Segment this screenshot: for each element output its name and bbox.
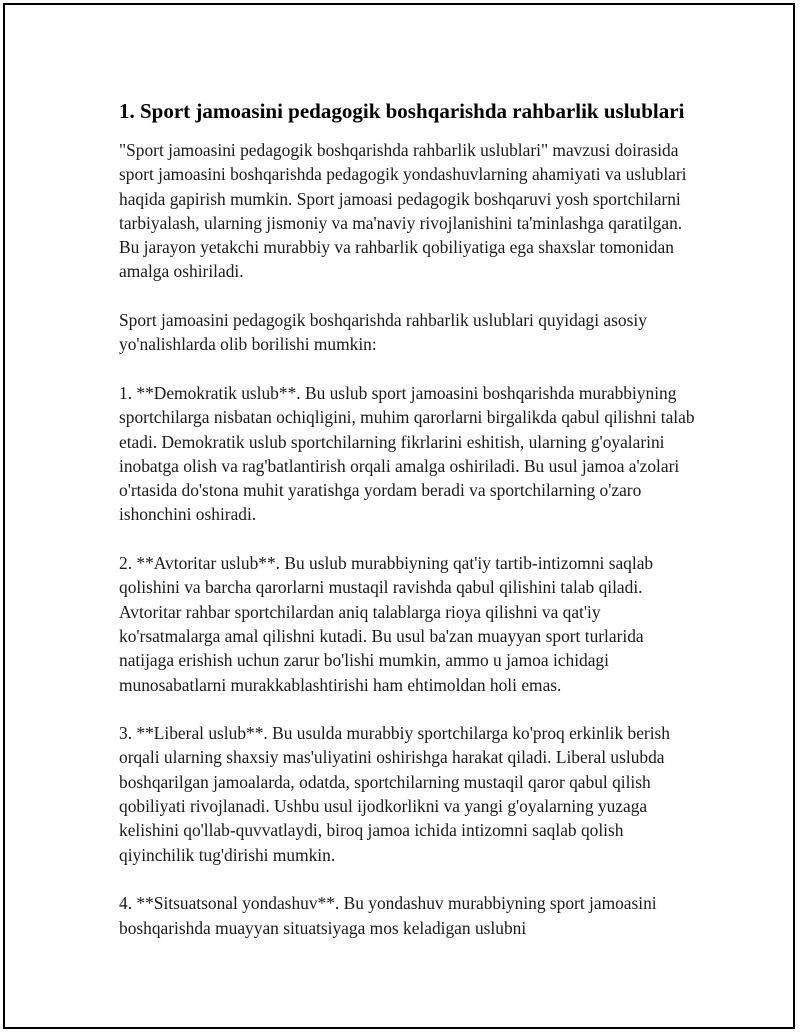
paragraph-intro: "Sport jamoasini pedagogik boshqarishda rahbarlik uslublari" mavzusi doirasida sport jamoasini boshqarishda pedagogik yondashuvlarning ahamiyati va uslublari haqida gapirish mumkin. Sport jamoasi pedagogik boshqaruvi yosh sportchilarni tarbiyalash, ularning jismoniy va ma'naviy rivojlanishini ta'minlashga qaratilgan. Bu jarayon yetakchi murabbiy va rahbarlik qobiliyatiga ega shaxslar tomonidan amalga oshiriladi. — [119, 140, 687, 282]
document-page — [3, 3, 795, 1029]
paragraph-democratic-style: 1. **Demokratik uslub**. Bu uslub sport jamoasini boshqarishda murabbiyning sportchilarga nisbatan ochiqligini, muhim qarorlarni birgalikda qabul qilishni talab etadi. Demokratik uslub sportchilarning fikrlarini eshitish, ularning g'oyalarini inobatga olish va rag'batlantirish orqali amalga oshiriladi. Bu usul jamoa a'zolari o'rtasida do'stona muhit yaratishga yordam beradi va sportchilarning o'zaro ishonchini oshiradi. — [119, 382, 695, 525]
document-body — [119, 97, 699, 964]
paragraph-situational-approach: 4. **Sitsuatsonal yondashuv**. Bu yondashuv murabbiyning sport jamoasini boshqarishda muayyan situatsiyaga mos keladigan uslubni — [119, 893, 657, 938]
paragraph-authoritarian-style: 2. **Avtoritar uslub**. Bu uslub murabbiyning qat'iy tartib-intizomni saqlab qolishini va barcha qarorlarni mustaqil ravishda qabul qilishini talab qiladi. Avtoritar rahbar sportchilardan aniq talablarga rioya qilishni va qat'iy ko'rsatmalarga amal qilishni kutadi. Bu usul ba'zan muayyan sport turlarida natijaga erishish uchun zarur bo'lishi mumkin, ammo u jamoa ichidagi munosabatlarni murakkablashtirishi ham ehtimoldan holi emas. — [119, 553, 654, 695]
paragraph-liberal-style: 3. **Liberal uslub**. Bu usulda murabbiy sportchilarga ko'proq erkinlik berish orqali ularning shaxsiy mas'uliyatini oshirishga harakat qiladi. Liberal uslubda boshqarilgan jamoalarda, odatda, sportchilarning mustaqil qaror qabul qilish qobiliyati rivojlanadi. Ushbu usul ijodkorlikni va yangi g'oyalarning yuzaga kelishini qo'llab-quvvatlaydi, biroq jamoa ichida intizomni saqlab qolish qiyinchilik tug'dirishi mumkin. — [119, 723, 671, 865]
section-heading: 1. Sport jamoasini pedagogik boshqarishda rahbarlik uslublari — [119, 99, 685, 123]
paragraph-overview: Sport jamoasini pedagogik boshqarishda rahbarlik uslublari quyidagi asosiy yo'nalishlarda olib borilishi mumkin: — [119, 310, 647, 355]
